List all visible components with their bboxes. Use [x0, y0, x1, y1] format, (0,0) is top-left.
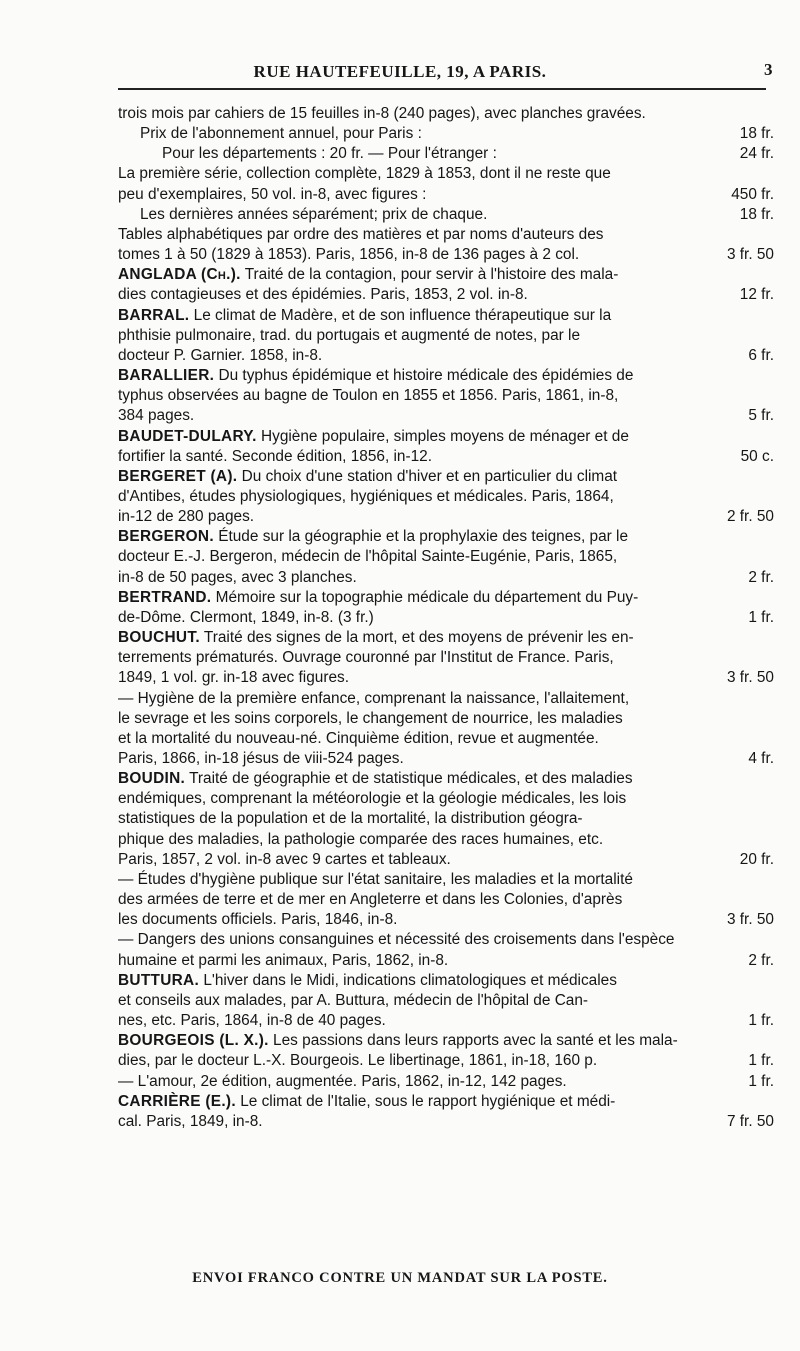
- header-rule: [118, 88, 766, 90]
- entry-line-with-price: [118, 568, 774, 588]
- entry-first-line: [118, 306, 774, 326]
- price: 50 c.: [740, 447, 774, 465]
- price: 3 fr. 50: [726, 669, 774, 687]
- price: 5 fr.: [748, 407, 774, 425]
- entry-line-with-price: [118, 124, 774, 144]
- entry-line: dies contagieuses et des épidémies. Paris, 1853, 2 vol. in-8.: [118, 286, 528, 304]
- footer-notice: ENVOI FRANCO CONTRE UN MANDAT SUR LA POSTE.: [192, 1270, 608, 1286]
- catalogue-entry: [118, 306, 774, 366]
- author-name: BARALLIER.: [118, 367, 215, 385]
- entry-line: Études d'hygiène publique sur l'état sanitaire, les maladies et la mortalité: [137, 870, 633, 888]
- entry-first-line: [118, 628, 774, 648]
- entry-line-with-price: [118, 1112, 774, 1132]
- entry-line: nes, etc. Paris, 1864, in-8 de 40 pages.: [118, 1012, 386, 1030]
- catalogue-entry: [118, 1072, 774, 1092]
- entry-line: Le climat de l'Italie, sous le rapport hygiénique et médi-: [240, 1092, 616, 1110]
- price: 4 fr.: [748, 750, 774, 767]
- running-head: RUE HAUTEFEUILLE, 19, A PARIS.: [253, 62, 547, 81]
- entry-line-with-price: [118, 668, 774, 688]
- entry-line-with-price: [118, 346, 774, 366]
- entry-line: statistiques de la population et de la mortalité, la distribution géogra-: [118, 810, 583, 828]
- entry-line: La première série, collection complète, 1829 à 1853, dont il ne reste que: [118, 165, 611, 183]
- entry-first-line: [118, 870, 774, 890]
- entry-line: L'hiver dans le Midi, indications climatologiques et médicales: [203, 971, 617, 989]
- entry-line: terrements prématurés. Ouvrage couronné par l'Institut de France. Paris,: [118, 649, 614, 667]
- entry-line: fortifier la santé. Seconde édition, 1856, in-12.: [118, 447, 432, 465]
- catalogue-entry: [118, 265, 774, 305]
- price: 18 fr.: [739, 125, 774, 143]
- entry-line: le sevrage et les soins corporels, le changement de nourrice, les maladies: [118, 709, 623, 727]
- author-name: BERTRAND.: [118, 588, 212, 606]
- catalogue-entry: [118, 1092, 774, 1132]
- journal-entry: [118, 104, 774, 225]
- entry-line: Du typhus épidémique et histoire médicale des épidémies de: [218, 367, 634, 385]
- entry-line: docteur E.-J. Bergeron, médecin de l'hôpital Sainte-Eugénie, Paris, 1865,: [118, 548, 618, 566]
- author-name: BERGERET (A).: [118, 467, 238, 485]
- entry-line: cal. Paris, 1849, in-8.: [118, 1112, 263, 1130]
- entry-line-with-price: [118, 144, 774, 164]
- entry-line-with-price: [118, 1072, 774, 1092]
- entry-line: les documents officiels. Paris, 1846, in-8.: [118, 911, 398, 929]
- entry-line: phique des maladies, la pathologie comparée des races humaines, etc.: [118, 830, 604, 848]
- entry-line: Paris, 1857, 2 vol. in-8 avec 9 cartes et tableaux.: [118, 850, 451, 868]
- catalogue-entry: [118, 628, 774, 688]
- price: 7 fr. 50: [726, 1112, 774, 1130]
- entry-line: et la mortalité du nouveau-né. Cinquième édition, revue et augmentée.: [118, 729, 599, 747]
- entry-line: Les passions dans leurs rapports avec la santé et les mala-: [273, 1032, 678, 1050]
- catalogue-entry: [118, 930, 774, 970]
- author-name: BUTTURA.: [118, 971, 200, 989]
- entry-line-with-price: [118, 406, 774, 426]
- entry-line-with-price: [118, 205, 774, 225]
- entry-line: d'Antibes, études physiologiques, hygiéniques et médicales. Paris, 1864,: [118, 487, 614, 505]
- price: 3 fr. 50: [726, 911, 774, 929]
- catalogue-entry: [118, 1031, 774, 1071]
- catalogue-entry: [118, 870, 774, 930]
- author-name: BOUCHUT.: [118, 629, 200, 647]
- author-name: ANGLADA (Ch.).: [118, 266, 241, 284]
- entry-line: Hygiène de la première enfance, comprenant la naissance, l'allaitement,: [137, 689, 630, 707]
- price: 6 fr.: [748, 346, 774, 364]
- entry-line: humaine et parmi les animaux, Paris, 1862, in-8.: [118, 951, 449, 969]
- entry-line: Tables alphabétiques par ordre des matières et par noms d'auteurs des: [118, 225, 604, 243]
- entry-line: Traité de la contagion, pour servir à l'histoire des mala-: [244, 266, 619, 284]
- author-name: BARRAL.: [118, 306, 190, 324]
- catalogue-entry: [118, 427, 774, 467]
- entry-first-line: [118, 427, 774, 447]
- price: 20 fr.: [739, 850, 774, 868]
- catalogue-entry: [118, 225, 774, 265]
- entry-first-line: [118, 527, 774, 547]
- price: 1 fr.: [748, 1012, 774, 1030]
- author-name: BOURGEOIS (L. X.).: [118, 1032, 269, 1050]
- entry-first-line: [118, 467, 774, 487]
- price: 1 fr.: [748, 1052, 774, 1070]
- entry-line: peu d'exemplaires, 50 vol. in-8, avec figures :: [118, 185, 427, 203]
- entry-line-with-price: [118, 285, 774, 305]
- catalogue-entry: [118, 467, 774, 527]
- entry-line: Le climat de Madère, et de son influence thérapeutique sur la: [193, 306, 612, 324]
- entry-first-line: [118, 930, 774, 950]
- entry-line-with-price: [118, 749, 774, 769]
- entry-line-with-price: [118, 951, 774, 971]
- author-name: BAUDET-DULARY.: [118, 427, 257, 445]
- catalogue-entry: [118, 971, 774, 1031]
- entry-first-line: [118, 769, 774, 789]
- entry-line: docteur P. Garnier. 1858, in-8.: [118, 346, 323, 364]
- entry-first-line: [118, 1092, 774, 1112]
- price: 1 fr.: [748, 608, 774, 626]
- catalogue-entry: [118, 588, 774, 628]
- entry-line-with-price: [118, 507, 774, 527]
- entry-first-line: [118, 689, 774, 709]
- price: 2 fr. 50: [726, 508, 774, 526]
- entry-line-with-price: [118, 608, 774, 628]
- entry-line: et conseils aux malades, par A. Buttura, médecin de l'hôpital de Can-: [118, 991, 589, 1009]
- author-name: CARRIÈRE (E.).: [118, 1092, 236, 1110]
- author-name: BOUDIN.: [118, 770, 186, 788]
- entry-line: in-8 de 50 pages, avec 3 planches.: [118, 568, 357, 586]
- catalogue-entry: [118, 366, 774, 426]
- entry-line: Les dernières années séparément; prix de chaque.: [140, 205, 488, 223]
- ditto-dash: —: [118, 1072, 134, 1090]
- entry-line: Du choix d'une station d'hiver et en particulier du climat: [241, 467, 618, 485]
- price: 2 fr.: [748, 568, 774, 586]
- entry-line-with-price: [118, 1011, 774, 1031]
- entry-line-with-price: [118, 910, 774, 930]
- catalogue-body: [118, 104, 774, 1132]
- entry-line: endémiques, comprenant la météorologie et la géologie médicales, les lois: [118, 790, 627, 808]
- entry-first-line: [118, 1031, 774, 1051]
- ditto-dash: —: [118, 931, 134, 949]
- entry-line: dies, par le docteur L.-X. Bourgeois. Le libertinage, 1861, in-18, 160 p.: [118, 1052, 598, 1070]
- catalogue-entry: [118, 769, 774, 870]
- entry-first-line: [118, 588, 774, 608]
- entry-line: tomes 1 à 50 (1829 à 1853). Paris, 1856, in-8 de 136 pages à 2 col.: [118, 246, 580, 264]
- catalogue-entry: [118, 689, 774, 770]
- entry-line: Dangers des unions consanguines et nécessité des croisements dans l'espèce: [137, 931, 675, 949]
- price: 2 fr.: [748, 951, 774, 969]
- page-number: 3: [764, 60, 773, 79]
- entry-line: 1849, 1 vol. gr. in-18 avec figures.: [118, 669, 349, 687]
- entry-line: phthisie pulmonaire, trad. du portugais et augmenté de notes, par le: [118, 326, 581, 344]
- entry-line: Mémoire sur la topographie médicale du département du Puy-: [215, 588, 639, 606]
- entry-line: in-12 de 280 pages.: [118, 508, 255, 526]
- entry-line: de-Dôme. Clermont, 1849, in-8. (3 fr.): [118, 608, 374, 626]
- price: 1 fr.: [748, 1072, 774, 1090]
- entry-line: Paris, 1866, in-18 jésus de viii-524 pages.: [118, 750, 404, 767]
- price: 3 fr. 50: [726, 246, 774, 264]
- price: 18 fr.: [739, 205, 774, 223]
- price: 24 fr.: [739, 145, 774, 163]
- ditto-dash: —: [118, 689, 134, 707]
- entry-line-with-price: [118, 185, 774, 205]
- entry-line: Hygiène populaire, simples moyens de ménager et de: [261, 427, 629, 445]
- entry-first-line: [118, 265, 774, 285]
- entry-line: Prix de l'abonnement annuel, pour Paris :: [140, 125, 422, 143]
- entry-line-with-price: [118, 850, 774, 870]
- entry-line: L'amour, 2e édition, augmentée. Paris, 1862, in-12, 142 pages.: [137, 1072, 567, 1090]
- entry-line: Traité des signes de la mort, et des moyens de prévenir les en-: [203, 629, 634, 647]
- price: 450 fr.: [731, 185, 774, 203]
- catalogue-entry: [118, 527, 774, 587]
- ditto-dash: —: [118, 870, 134, 888]
- entry-line-with-price: [118, 447, 774, 467]
- entry-line-with-price: [118, 1051, 774, 1071]
- entry-first-line: [118, 366, 774, 386]
- entry-line: Traité de géographie et de statistique médicales, et des maladies: [189, 770, 633, 788]
- entry-line: Pour les départements : 20 fr. — Pour l'étranger :: [162, 145, 497, 163]
- entry-line-with-price: [118, 245, 774, 265]
- entry-line: Étude sur la géographie et la prophylaxie des teignes, par le: [218, 528, 629, 546]
- entry-first-line: [118, 971, 774, 991]
- entry-line: trois mois par cahiers de 15 feuilles in-8 (240 pages), avec planches gravées.: [118, 105, 646, 122]
- price: 12 fr.: [739, 286, 774, 304]
- author-name: BERGERON.: [118, 528, 214, 546]
- entry-line: typhus observées au bagne de Toulon en 1855 et 1856. Paris, 1861, in-8,: [118, 387, 619, 405]
- entry-line: 384 pages.: [118, 407, 195, 425]
- entry-line: des armées de terre et de mer en Angleterre et dans les Colonies, d'après: [118, 891, 623, 909]
